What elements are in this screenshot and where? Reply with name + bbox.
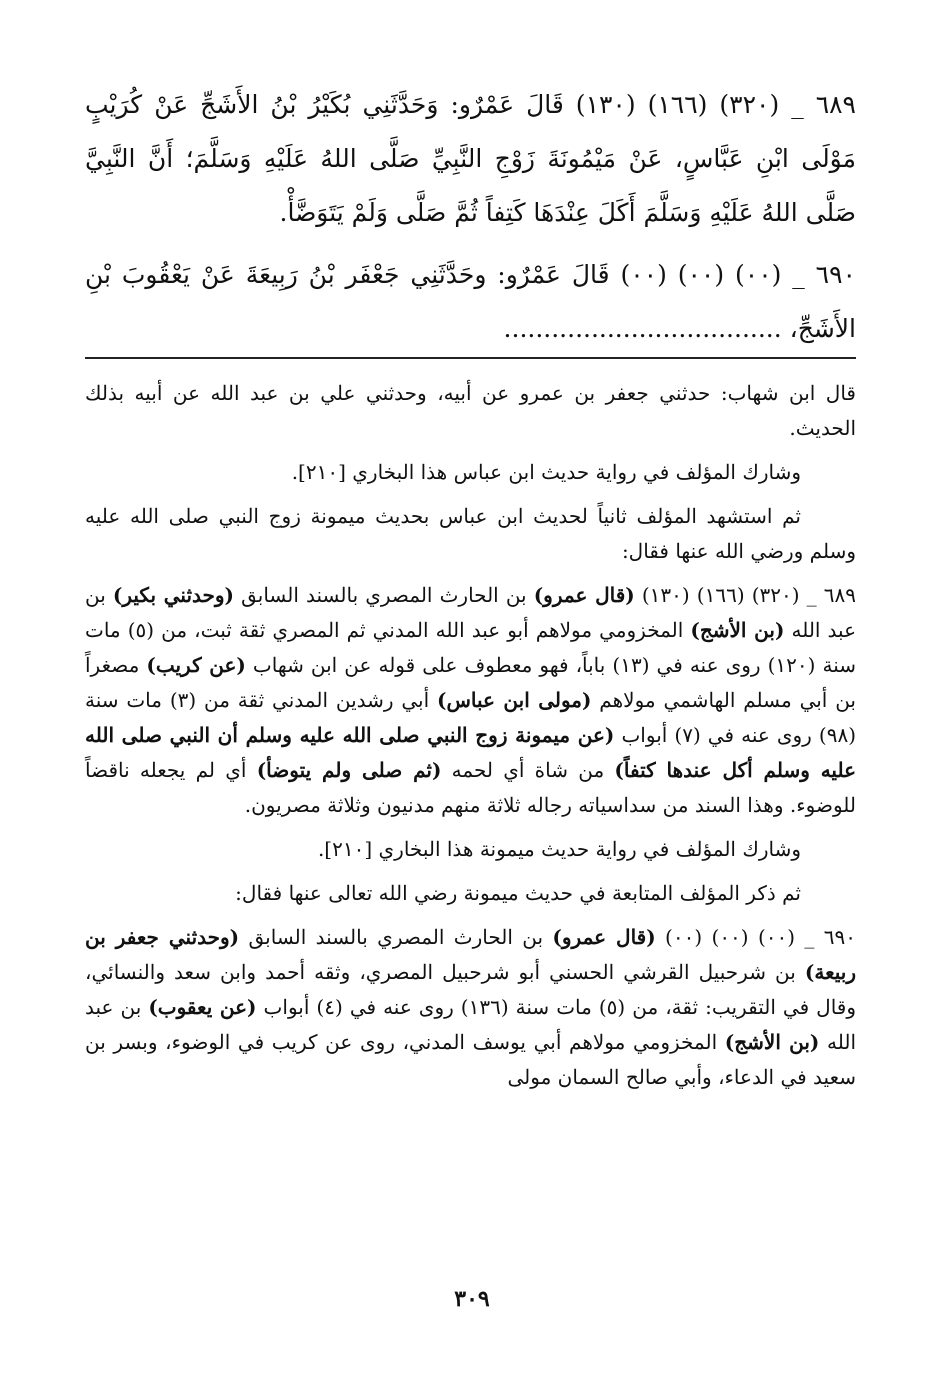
p7-text-3: بن شرحبيل القرشي الحسني أبو شرحبيل المصري، وثقه أحمد وابن سعد والنسائي، وقال في التقريب: ثقة، من (٥) مات سنة (١٣٦) روى عنه في (٤) أبواب bbox=[85, 960, 857, 1019]
hadith-text-block bbox=[85, 78, 856, 364]
page-number: ٣٠٩ bbox=[454, 1286, 490, 1312]
p4-bold-7: (ثم صلى ولم يتوضأ) bbox=[256, 758, 442, 782]
p7-bold-2: (وحدثني جعفر بن ربيعة) bbox=[85, 925, 856, 984]
commentary-paragraph-6: ثم ذكر المؤلف المتابعة في حديث ميمونة رضي الله تعالى عنها فقال: bbox=[235, 881, 801, 905]
hadith-690-line-2: الأَشَجِّ، bbox=[781, 314, 856, 343]
p7-text-5: المخزومي مولاهم أبي يوسف المدني، روى عن كريب في الوضوء، وبسر بن سعيد في الدعاء، وأبي صالح السمان مولى bbox=[85, 1030, 856, 1089]
commentary-paragraph-1: قال ابن شهاب: حدثني جعفر بن عمرو عن أبيه، وحدثني علي بن عبد الله عن أبيه بذلك الحديث. bbox=[85, 381, 856, 440]
p4-bold-6: (عن ميمونة زوج النبي صلى الله عليه وسلم أن النبي صلى الله عليه وسلم أكل عندها كتفاً) bbox=[85, 723, 857, 782]
p4-text-7: من شاة أي لحمه bbox=[441, 758, 615, 782]
p4-text-4: المخزومي مولاهم أبو عبد الله المدني ثم المصري ثقة ثبت، من (٥) مات سنة (١٢٠) روى عنه في (١٣) باباً، فهو معطوف على قوله عن ابن شهاب bbox=[85, 618, 857, 677]
hadith-689-line-1: ٦٨٩ _ (٣٢٠) (١٦٦) (١٣٠) قَالَ عَمْرٌو: وَحَدَّثَنِي بُكَيْرُ بْنُ الأَشَجِّ عَنْ bbox=[154, 90, 856, 119]
p4-text-8: أي لم يجعله ناقضاً للوضوء. وهذا السند من سداسياته رجاله ثلاثة منهم مدنيون وثلاثة مصريون. bbox=[85, 758, 856, 817]
hadith-690-dots: ................................... bbox=[503, 314, 782, 343]
hadith-689 bbox=[85, 78, 856, 240]
commentary-paragraph-2: وشارك المؤلف في رواية حديث ابن عباس هذا البخاري [٢١٠]. bbox=[291, 460, 801, 484]
hadith-690 bbox=[85, 248, 856, 356]
p4-bold-1: (قال عمرو) bbox=[533, 583, 635, 607]
commentary-paragraph-7 bbox=[85, 920, 856, 1095]
commentary-paragraph-5: وشارك المؤلف في رواية حديث ميمونة هذا البخاري [٢١٠]. bbox=[317, 837, 801, 861]
commentary-block bbox=[85, 376, 856, 1104]
p7-text-2: بن الحارث المصري بالسند السابق bbox=[239, 925, 553, 949]
p4-bold-4: (عن كريب) bbox=[146, 653, 246, 677]
p7-bold-1: (قال عمرو) bbox=[552, 925, 656, 949]
footnote-divider bbox=[85, 357, 856, 359]
commentary-paragraph-4 bbox=[85, 578, 856, 823]
p4-text-5: مصغراً بن أبي مسلم الهاشمي مولاهم bbox=[85, 653, 856, 712]
p4-text-6: أبي رشدين المدني ثقة من (٣) مات سنة (٩٨) روى عنه في (٧) أبواب bbox=[85, 688, 857, 747]
p4-bold-2: (وحدثني بكير) bbox=[112, 583, 234, 607]
p4-text-2: بن الحارث المصري بالسند السابق bbox=[234, 583, 534, 607]
p7-bold-3: (عن يعقوب) bbox=[148, 995, 257, 1019]
commentary-paragraph-3: ثم استشهد المؤلف ثانياً لحديث ابن عباس بحديث ميمونة زوج النبي صلى الله عليه وسلم ورضي الله عنها فقال: bbox=[85, 504, 856, 563]
hadith-689-line-2: كُرَيْبٍ مَوْلَى ابْنِ عَبَّاسٍ، عَنْ مَيْمُونَةَ زَوْجِ النَّبِيِّ صَلَّى اللهُ عَلَيْهِ وَسَلَّمَ؛ أَنَّ النَّبِيَّ صَلَّى bbox=[85, 90, 856, 227]
p7-text-4: بن عبد الله bbox=[85, 995, 856, 1054]
p4-text-1: ٦٨٩ _ (٣٢٠) (١٦٦) (١٣٠) bbox=[634, 583, 856, 607]
hadith-690-line-1: ٦٩٠ _ (٠٠) (٠٠) (٠٠) قَالَ عَمْرٌو: وحَدَّثَنِي جَعْفَر بْنُ رَبِيعَةَ عَنْ يَعْقُوبَ بْنِ bbox=[85, 260, 856, 289]
hadith-689-line-3: اللهُ عَلَيْهِ وَسَلَّمَ أَكَلَ عِنْدَهَا كَتِفاً ثُمَّ صَلَّى وَلَمْ يَتَوَضَّأْ. bbox=[279, 198, 798, 227]
p4-bold-5: (مولى ابن عباس) bbox=[437, 688, 592, 712]
p4-text-3: بن عبد الله bbox=[85, 583, 857, 642]
p7-bold-4: (بن الأشج) bbox=[724, 1030, 820, 1054]
p7-text-1: ٦٩٠ _ (٠٠) (٠٠) (٠٠) bbox=[655, 925, 856, 949]
p4-bold-3: (بن الأشج) bbox=[690, 618, 785, 642]
